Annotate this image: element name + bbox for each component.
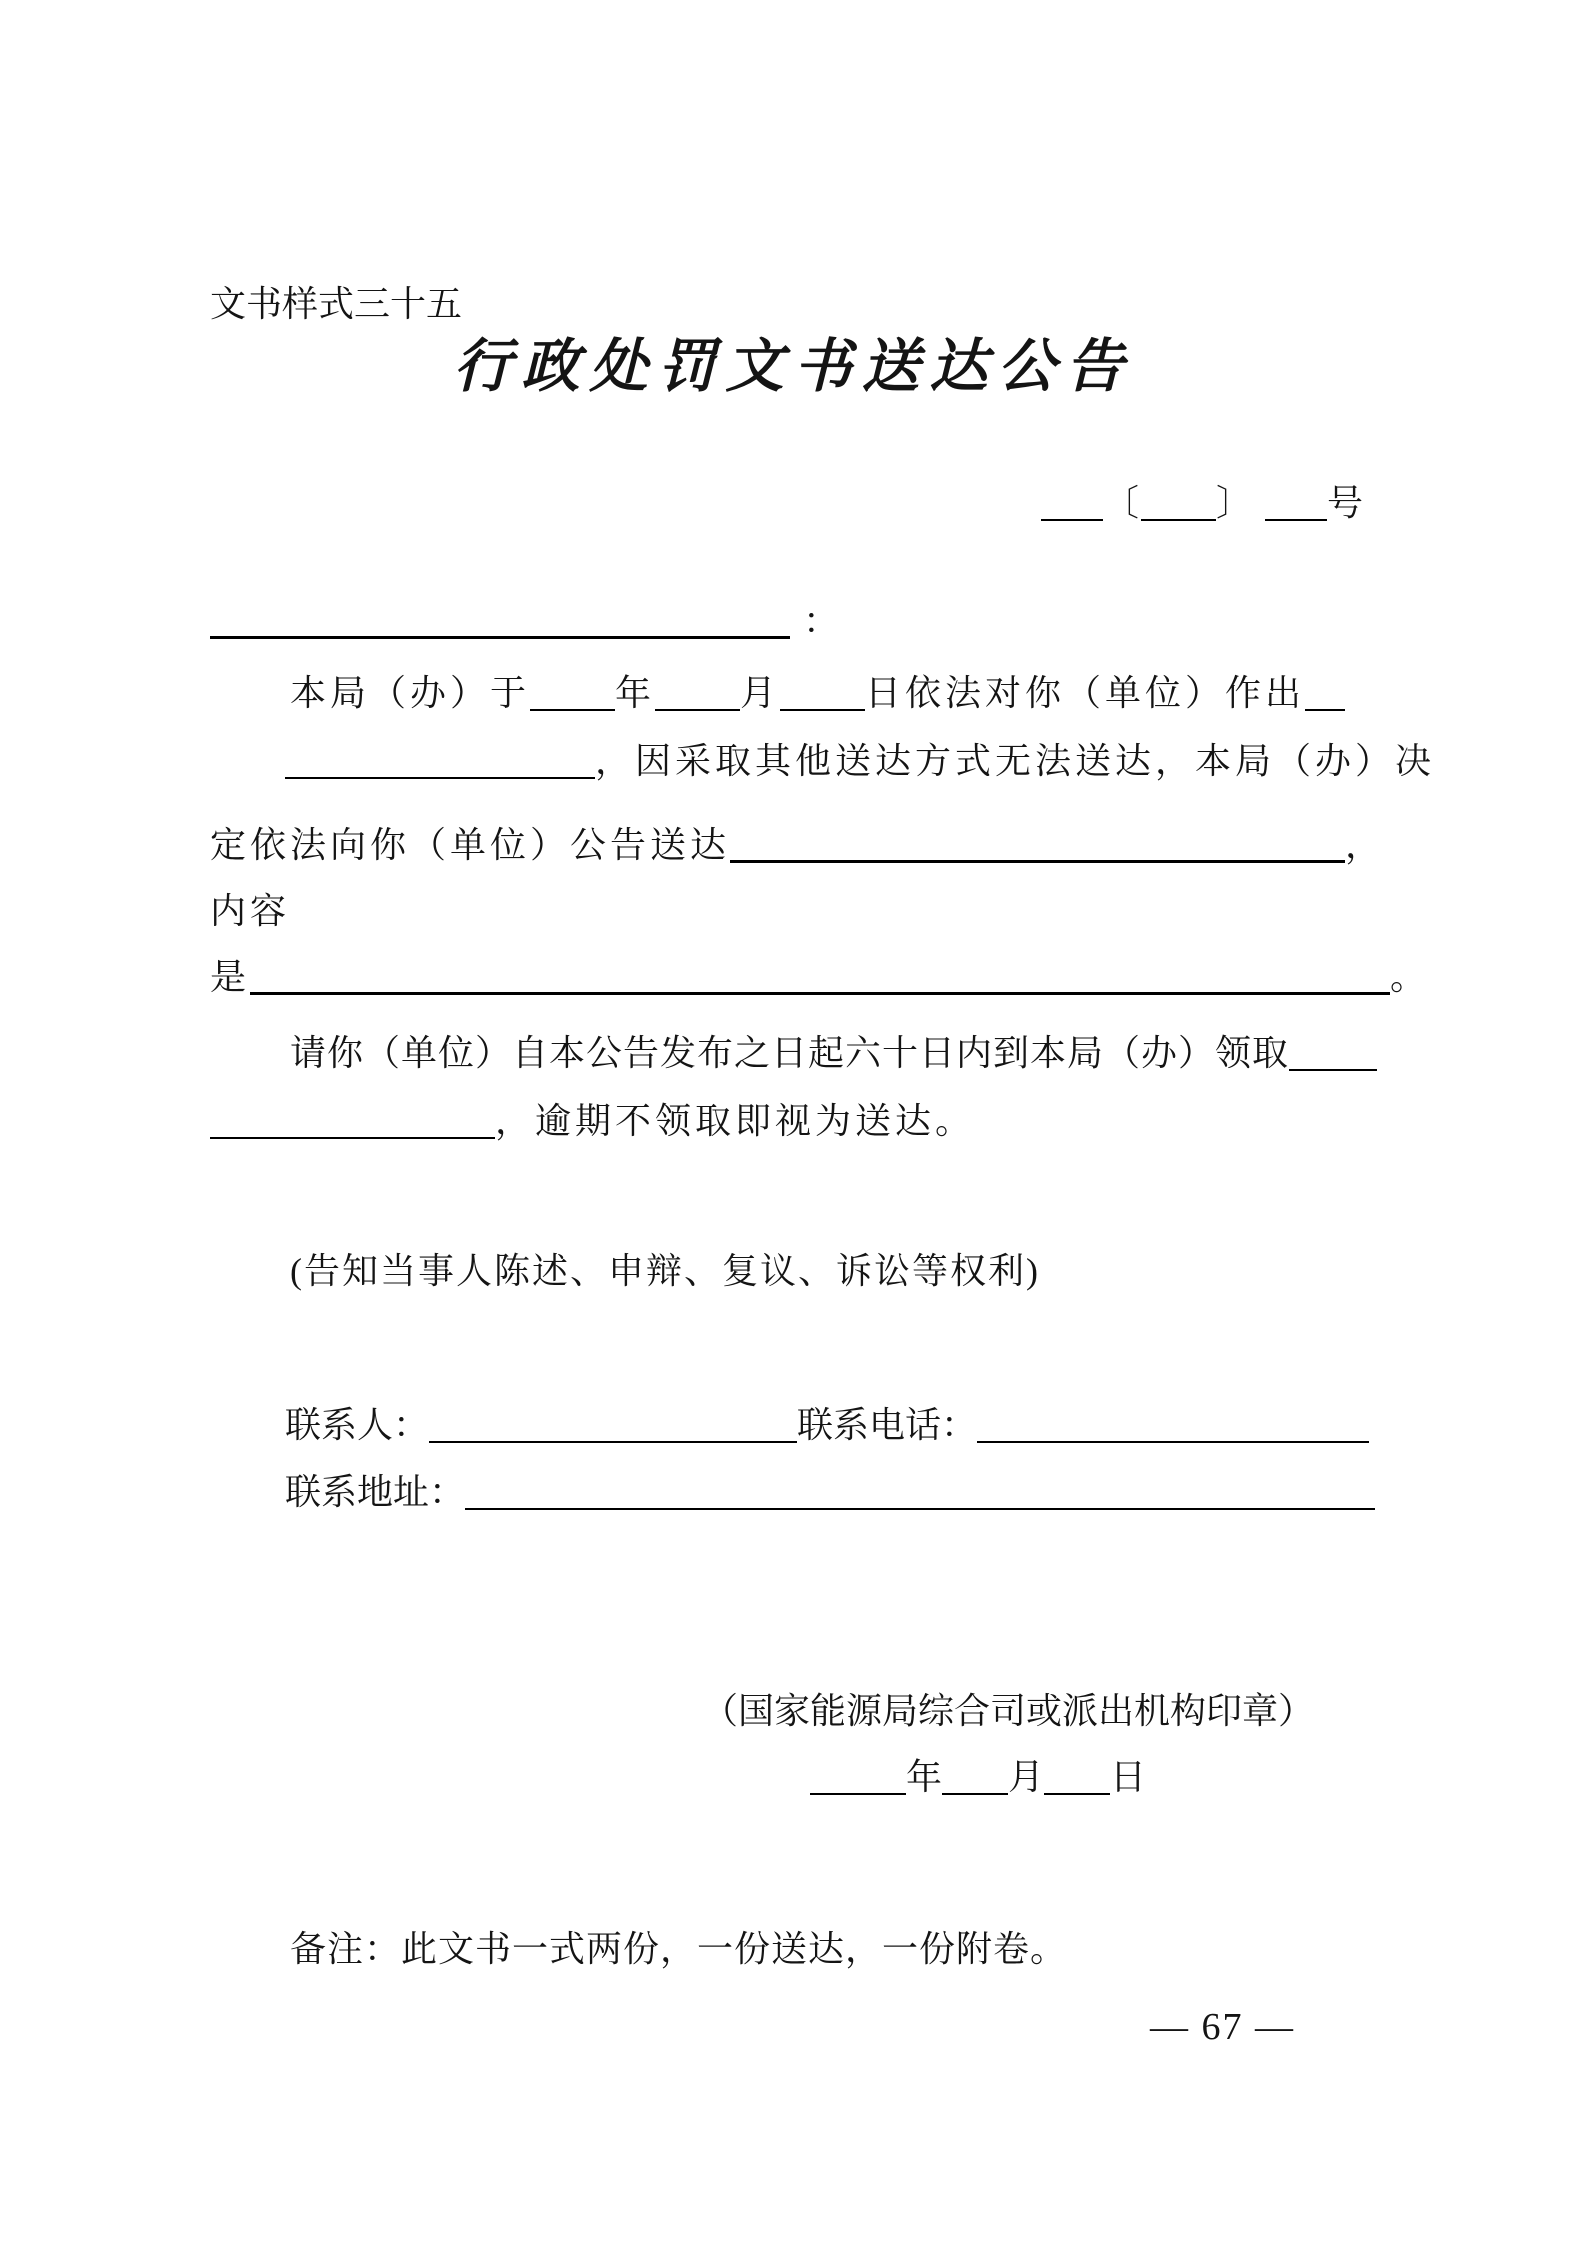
- blank-decision-name: [285, 741, 595, 779]
- blank-signature-month: [942, 1757, 1008, 1795]
- signature-day-label: 日: [1110, 1757, 1147, 1797]
- contact-person-label: 联系人：: [285, 1405, 430, 1445]
- blank-contact-phone: [977, 1405, 1369, 1443]
- body-line1-year-label: 年: [615, 673, 656, 713]
- blank-year: [530, 673, 615, 711]
- body-line7-text: ，逾期不领取即视为送达。: [495, 1101, 976, 1141]
- body-line-4: [210, 890, 290, 933]
- signature-date-line: [810, 1756, 1146, 1799]
- blank-pickup-item-start: [1289, 1033, 1377, 1071]
- contact-phone-label: 联系电话：: [797, 1405, 978, 1445]
- blank-contact-person: [429, 1405, 797, 1443]
- body-line3-text: 定依法向你（单位）公告送达: [210, 825, 731, 865]
- body-line2-text: ，因采取其他送达方式无法送达，本局（办）决: [595, 741, 1436, 781]
- contact-address-label: 联系地址：: [285, 1472, 466, 1512]
- doc-number-suffix: 号: [1326, 483, 1365, 523]
- doc-number-close-bracket: 〕: [1215, 483, 1254, 523]
- doc-number-open-bracket: 〔: [1102, 483, 1141, 523]
- blank-served-document: [730, 824, 1345, 863]
- document-style-label: 文书样式三十五: [210, 284, 463, 324]
- body-line-7: [210, 1100, 975, 1143]
- blank-signature-year: [810, 1757, 906, 1795]
- blank-doc-number-prefix: [1041, 483, 1103, 521]
- blank-doc-number-year: [1141, 483, 1216, 521]
- contact-row: [285, 1404, 1369, 1447]
- contact-address-row: [285, 1471, 1375, 1514]
- blank-day: [780, 673, 865, 711]
- body-line3-comma: ，: [1345, 825, 1386, 865]
- blank-content: [250, 956, 1390, 995]
- body-line-5: [210, 956, 1430, 999]
- blank-addressee-name: [210, 600, 790, 639]
- blank-pickup-item: [210, 1101, 495, 1139]
- document-number-line: [1041, 482, 1365, 525]
- blank-month: [655, 673, 740, 711]
- rights-note: (告知当事人陈述、申辩、复议、诉讼等权利): [290, 1251, 1040, 1291]
- body-line-1: [290, 672, 1345, 715]
- signature-year-label: 年: [906, 1757, 943, 1797]
- body-line-2: [285, 740, 1435, 783]
- addressee-line: [210, 600, 843, 643]
- body-line1-text-b: 日依法对你（单位）作出: [865, 673, 1306, 713]
- body-line5-text: 是: [210, 957, 251, 997]
- body-line1-text-a: 本局（办）于: [290, 673, 531, 713]
- body-line-3: [210, 824, 1385, 867]
- blank-doc-number-serial: [1265, 483, 1327, 521]
- document-title: 行政处罚文书送达公告: [453, 334, 1134, 399]
- stamp-note: （国家能源局综合司或派出机构印章）: [702, 1691, 1315, 1731]
- blank-decision-start: [1305, 673, 1345, 711]
- blank-signature-day: [1044, 1757, 1110, 1795]
- page-number: — 67 —: [1150, 2006, 1295, 2048]
- body-line6-text: 请你（单位）自本公告发布之日起六十日内到本局（办）领取: [290, 1033, 1290, 1073]
- remark-line: 备注：此文书一式两份，一份送达，一份附卷。: [290, 1929, 1068, 1969]
- signature-month-label: 月: [1008, 1757, 1045, 1797]
- body-line1-month-label: 月: [740, 673, 781, 713]
- body-line5-period: 。: [1390, 957, 1431, 997]
- body-line-6: [290, 1032, 1377, 1075]
- body-line4-text: 内容: [210, 891, 291, 931]
- blank-contact-address: [465, 1472, 1375, 1510]
- addressee-colon: ：: [803, 601, 844, 641]
